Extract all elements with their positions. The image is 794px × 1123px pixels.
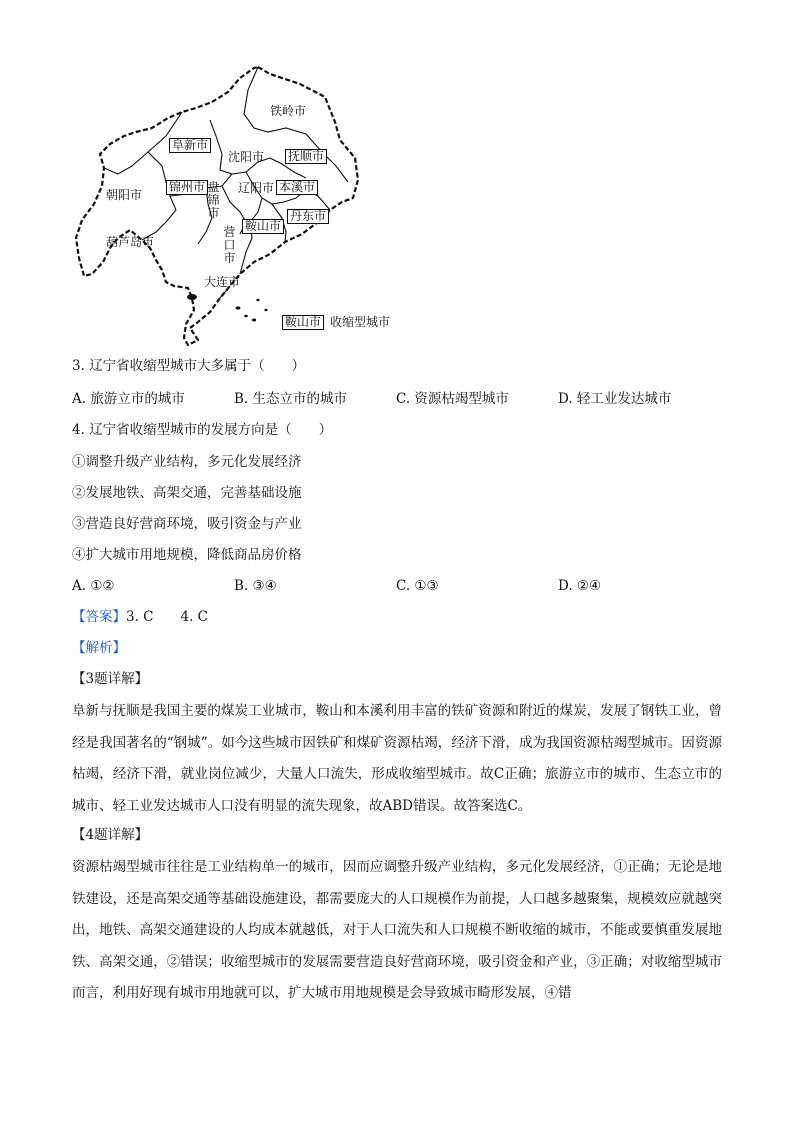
q4-option-b: B. ③④ bbox=[234, 578, 277, 594]
map-outline bbox=[70, 62, 410, 347]
detail3-tag: 【3题详解】 bbox=[72, 671, 149, 687]
legend-sample-box: 鞍山市 bbox=[282, 315, 324, 330]
city-label-benxi: 本溪市 bbox=[276, 180, 318, 195]
city-label-fushun: 抚顺市 bbox=[285, 149, 327, 164]
city-label-shenyang: 沈阳市 bbox=[228, 150, 265, 164]
q4-stem: 4. 辽宁省收缩型城市的发展方向是（ ） bbox=[72, 422, 333, 438]
city-label-liaoyang: 辽阳市 bbox=[238, 181, 275, 195]
liaoning-map bbox=[70, 62, 410, 347]
answer-tag: 【答案】 bbox=[72, 609, 126, 625]
q3-stem: 3. 辽宁省收缩型城市大多属于（ ） bbox=[72, 358, 306, 374]
city-label-dalian: 大连市 bbox=[204, 275, 241, 289]
q4-item-4: ④扩大城市用地规模，降低商品房价格 bbox=[72, 547, 302, 563]
city-label-huludao: 葫芦岛市 bbox=[106, 235, 155, 249]
q4-option-c: C. ①③ bbox=[396, 578, 439, 594]
analysis-tag: 【解析】 bbox=[72, 640, 126, 656]
city-label-anshan: 鞍山市 bbox=[242, 219, 284, 234]
answer-line bbox=[72, 607, 208, 627]
city-label-fuxin: 阜新市 bbox=[169, 138, 211, 153]
city-label-dandong: 丹东市 bbox=[287, 209, 329, 224]
city-label-chaoyang: 朝阳市 bbox=[106, 188, 143, 202]
q3-option-a: A. 旅游立市的城市 bbox=[72, 391, 185, 407]
city-label-tieling: 铁岭市 bbox=[270, 104, 307, 118]
q4-option-a: A. ①② bbox=[72, 578, 115, 594]
detail4-tag: 【4题详解】 bbox=[72, 827, 149, 843]
detail4-text: 资源枯竭型城市往往是工业结构单一的城市，因而应调整升级产业结构，多元化发展经济，①正确；无论是地铁建设，还是高架交通等基础设施建设，都需要庞大的人口规模作为前提，人口越多越聚集，规模效应就越突出，地铁、高架交通建设的人均成本就越低，对于人口流失和人口规模不断收缩的城市，不能或要慎重发展地铁、高架交通，②错误；收缩型城市的发展需要营造良好营商环境，吸引资金和产业，③正确；对收缩型城市而言，利用好现有城市用地就可以，扩大城市用地规模是会导致城市畸形发展，④错 bbox=[72, 859, 722, 1001]
q3-option-c: C. 资源枯竭型城市 bbox=[396, 391, 509, 407]
city-label-jinzhou: 锦州市 bbox=[166, 180, 208, 195]
q4-item-1: ①调整升级产业结构，多元化发展经济 bbox=[72, 454, 302, 470]
q4-option-d: D. ②④ bbox=[558, 578, 602, 594]
answer-text: 3. C 4. C bbox=[126, 609, 209, 625]
q4-item-2: ②发展地铁、高架交通，完善基础设施 bbox=[72, 485, 302, 501]
detail3-text: 阜新与抚顺是我国主要的煤炭工业城市，鞍山和本溪利用丰富的铁矿资源和附近的煤炭，发展了钢铁工业，曾经是我国著名的“钢城”。如今这些城市因铁矿和煤矿资源枯竭，经济下滑，成为我国资源枯竭型城市。因资源枯竭，经济下滑，就业岗位减少，大量人口流失，形成收缩型城市。故C正确；旅游立市的城市、生态立市的城市、轻工业发达城市人口没有明显的流失现象，故ABD错误。故答案选C。 bbox=[72, 703, 722, 814]
q4-item-3: ③营造良好营商环境，吸引资金与产业 bbox=[72, 516, 302, 532]
q3-option-b: B. 生态立市的城市 bbox=[234, 391, 348, 407]
legend-label: 收缩型城市 bbox=[330, 315, 391, 329]
q3-option-d: D. 轻工业发达城市 bbox=[558, 391, 672, 407]
city-label-panjin: 盘锦市 bbox=[207, 180, 220, 220]
city-label-yingkou: 营口市 bbox=[223, 225, 236, 265]
